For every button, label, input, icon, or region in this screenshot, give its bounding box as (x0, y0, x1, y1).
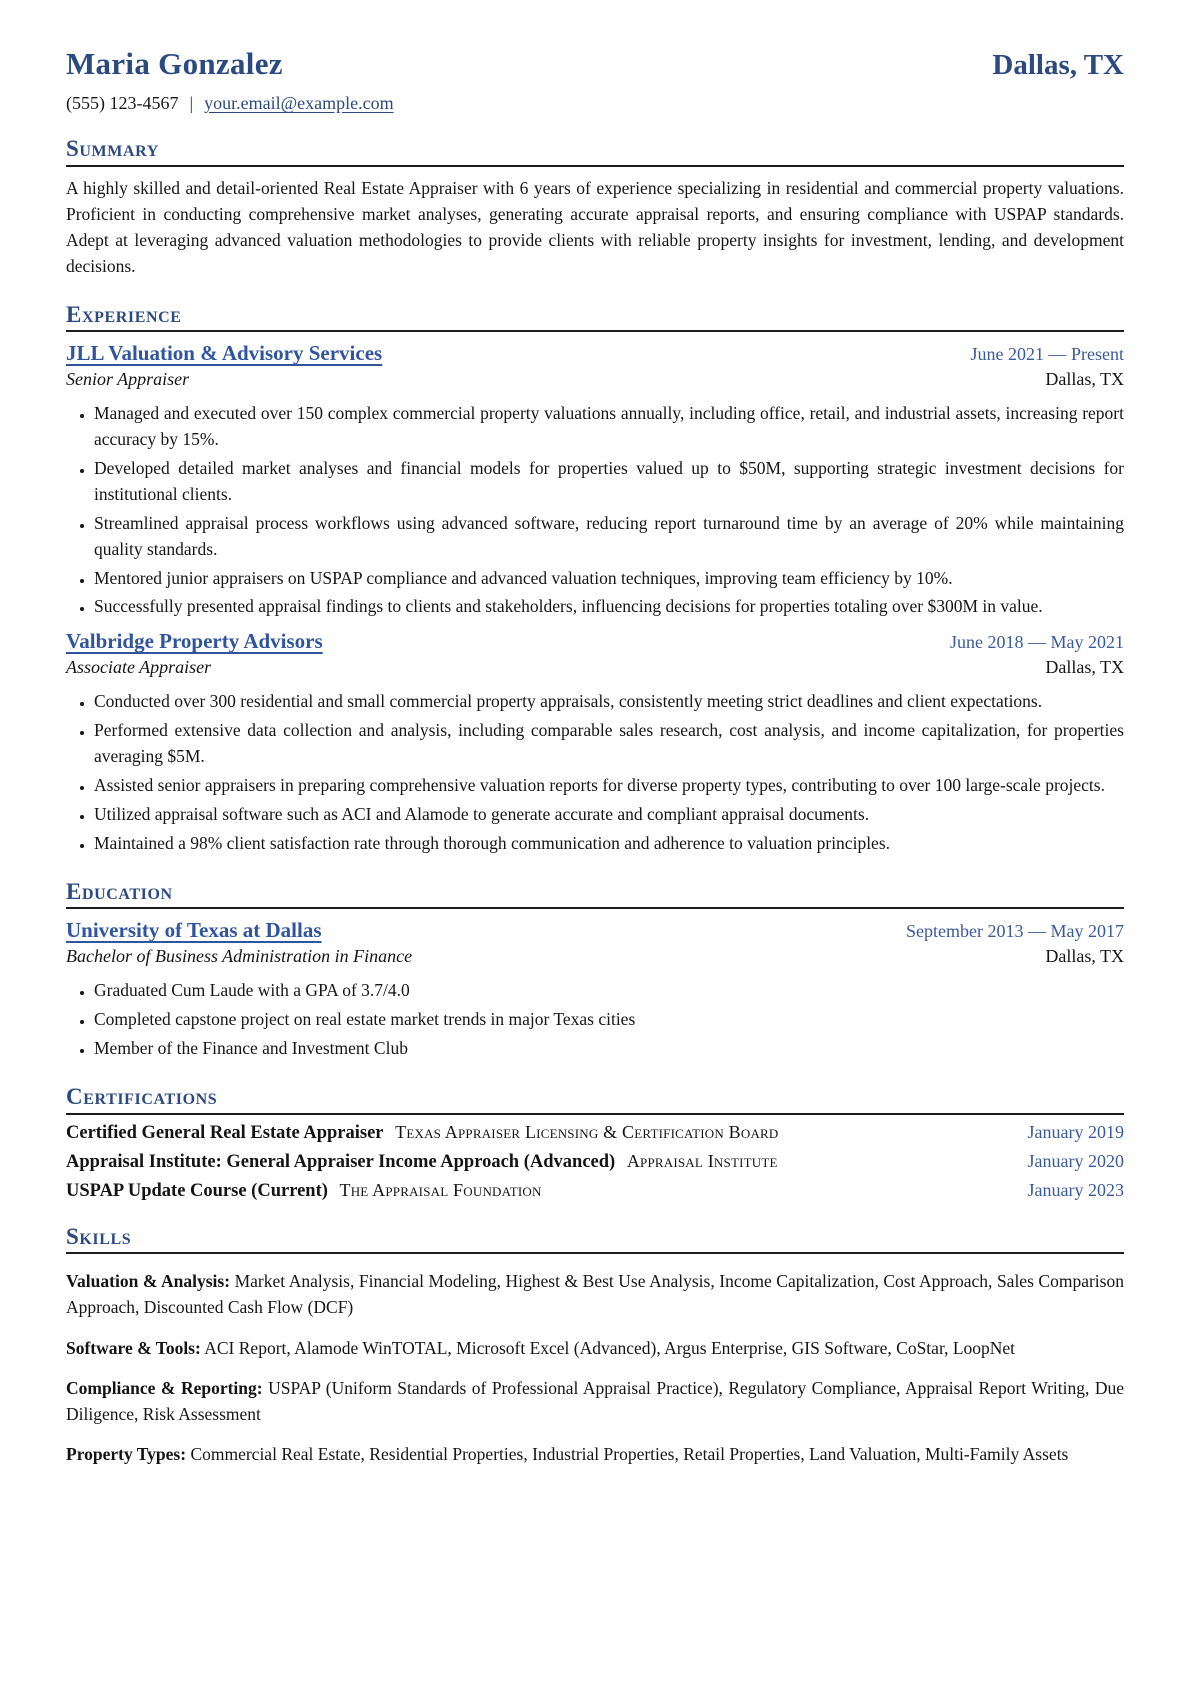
job-dates: June 2021 — Present (970, 344, 1124, 365)
certification-name: USPAP Update Course (Current) (66, 1180, 328, 1201)
experience-title: Experience (66, 301, 1124, 333)
person-name: Maria Gonzalez (66, 46, 283, 81)
contact-line (66, 93, 1124, 114)
certification-info (66, 1151, 778, 1173)
bullet-item: • Completed capstone project on real estate market trends in major Texas cities (94, 1007, 1124, 1033)
job-entry (66, 341, 1124, 620)
job-location: Dallas, TX (1045, 657, 1124, 678)
degree: Bachelor of Business Administration in Finance (66, 946, 413, 967)
bullet-item: • Assisted senior appraisers in preparing comprehensive valuation reports for diverse property types, contributing to over 100 large-scale projects. (94, 773, 1124, 799)
summary-text: A highly skilled and detail-oriented Real Estate Appraiser with 6 years of experience specializing in residential and commercial property valuations. Proficient in conducting comprehensive market analyses, generating accurate appraisal reports, and ensuring compliance with USPAP standards. Adept at leveraging advanced valuation methodologies to provide clients with reliable property insights for investment, lending, and development decisions. (66, 177, 1124, 277)
certification-info (66, 1180, 542, 1202)
skills-title: Skills (66, 1223, 1124, 1255)
job-subheader-row (66, 657, 1124, 678)
job-role: Senior Appraiser (66, 369, 190, 390)
bullet-item: • Maintained a 98% client satisfaction rate through thorough communication and adherence to valuation principles. (94, 831, 1124, 857)
bullet-item: • Performed extensive data collection and analysis, including comparable sales research, cost analysis, and income capitalization, for properties averaging $5M. (94, 718, 1124, 770)
certification-issuer: Appraisal Institute (626, 1150, 778, 1171)
certifications-title: Certifications (66, 1083, 1124, 1115)
bullet-item: • Mentored junior appraisers on USPAP compliance and advanced valuation techniques, improving team efficiency by 10%. (94, 566, 1124, 592)
skills-label: Compliance & Reporting: (66, 1377, 263, 1398)
skills-group (66, 1375, 1124, 1428)
summary-title: Summary (66, 135, 1124, 167)
school-location: Dallas, TX (1045, 946, 1124, 967)
skills-text: USPAP (Uniform Standards of Professional Appraisal Practice), Regulatory Compliance, Appraisal Report Writing, Due Diligence, Risk Assessment (66, 1377, 1124, 1425)
header-location: Dallas, TX (992, 49, 1124, 81)
school-subheader-row (66, 946, 1124, 967)
job-bullets (66, 401, 1124, 620)
job-header-row (66, 629, 1124, 654)
certification-row (66, 1180, 1124, 1202)
company-link[interactable]: JLL Valuation & Advisory Services (66, 341, 383, 366)
skills-group (66, 1441, 1124, 1467)
bullet-item: • Conducted over 300 residential and small commercial property appraisals, consistently meeting strict deadlines and client expectations. (94, 689, 1124, 715)
certification-name: Appraisal Institute: General Appraiser Income Approach (Advanced) (66, 1151, 616, 1172)
skills-label: Valuation & Analysis: (66, 1271, 231, 1292)
section-skills (66, 1223, 1124, 1468)
education-title: Education (66, 878, 1124, 910)
bullet-item: • Utilized appraisal software such as ACI and Alamode to generate accurate and compliant appraisal documents. (94, 802, 1124, 828)
skills-group (66, 1268, 1124, 1321)
company-link[interactable]: Valbridge Property Advisors (66, 629, 323, 654)
contact-separator: | (189, 93, 194, 113)
skills-group (66, 1335, 1124, 1361)
job-subheader-row (66, 369, 1124, 390)
job-bullets (66, 689, 1124, 856)
phone-number: (555) 123-4567 (66, 93, 179, 113)
section-summary (66, 135, 1124, 280)
bullet-item: • Developed detailed market analyses and financial models for properties valued up to $50M, supporting strategic investment decisions for institutional clients. (94, 456, 1124, 508)
skills-text: ACI Report, Alamode WinTOTAL, Microsoft Excel (Advanced), Argus Enterprise, GIS Software, CoStar, LoopNet (200, 1337, 1016, 1358)
skills-label: Software & Tools: (66, 1337, 201, 1358)
certification-issuer: Texas Appraiser Licensing & Certification Board (395, 1121, 779, 1142)
header (66, 46, 1124, 82)
school-header-row (66, 918, 1124, 943)
bullet-item: • Streamlined appraisal process workflows using advanced software, reducing report turnaround time by an average of 20% while maintaining quality standards. (94, 511, 1124, 563)
bullet-item: • Managed and executed over 150 complex commercial property valuations annually, including office, retail, and industrial assets, increasing report accuracy by 15%. (94, 401, 1124, 453)
school-entry (66, 918, 1124, 1062)
bullet-item: • Successfully presented appraisal findings to clients and stakeholders, influencing decisions for properties totaling over $300M in value. (94, 594, 1124, 620)
certification-row (66, 1122, 1124, 1144)
certification-date: January 2019 (1027, 1121, 1124, 1142)
certification-row (66, 1151, 1124, 1173)
school-dates: September 2013 — May 2017 (906, 921, 1124, 942)
skills-text: Commercial Real Estate, Residential Properties, Industrial Properties, Retail Properties, Land Valuation, Multi-Family Assets (186, 1444, 1069, 1465)
section-certifications (66, 1083, 1124, 1202)
certification-issuer: The Appraisal Foundation (339, 1179, 542, 1200)
email-link[interactable]: your.email@example.com (204, 93, 394, 113)
bullet-item: • Graduated Cum Laude with a GPA of 3.7/4.0 (94, 978, 1124, 1004)
education-bullets (66, 978, 1124, 1062)
certification-date: January 2023 (1027, 1179, 1124, 1200)
certification-name: Certified General Real Estate Appraiser (66, 1122, 384, 1143)
certification-info (66, 1122, 779, 1144)
section-experience (66, 301, 1124, 857)
job-header-row (66, 341, 1124, 366)
skills-text: Market Analysis, Financial Modeling, Highest & Best Use Analysis, Income Capitalization, Cost Approach, Sales Comparison Approach, Discounted Cash Flow (DCF) (66, 1271, 1124, 1318)
bullet-item: • Member of the Finance and Investment Club (94, 1036, 1124, 1062)
job-dates: June 2018 — May 2021 (950, 632, 1124, 653)
section-education (66, 878, 1124, 1062)
job-location: Dallas, TX (1045, 369, 1124, 390)
school-link[interactable]: University of Texas at Dallas (66, 918, 322, 943)
job-role: Associate Appraiser (66, 657, 212, 678)
skills-label: Property Types: (66, 1444, 187, 1465)
job-entry (66, 629, 1124, 856)
certification-date: January 2020 (1027, 1150, 1124, 1171)
